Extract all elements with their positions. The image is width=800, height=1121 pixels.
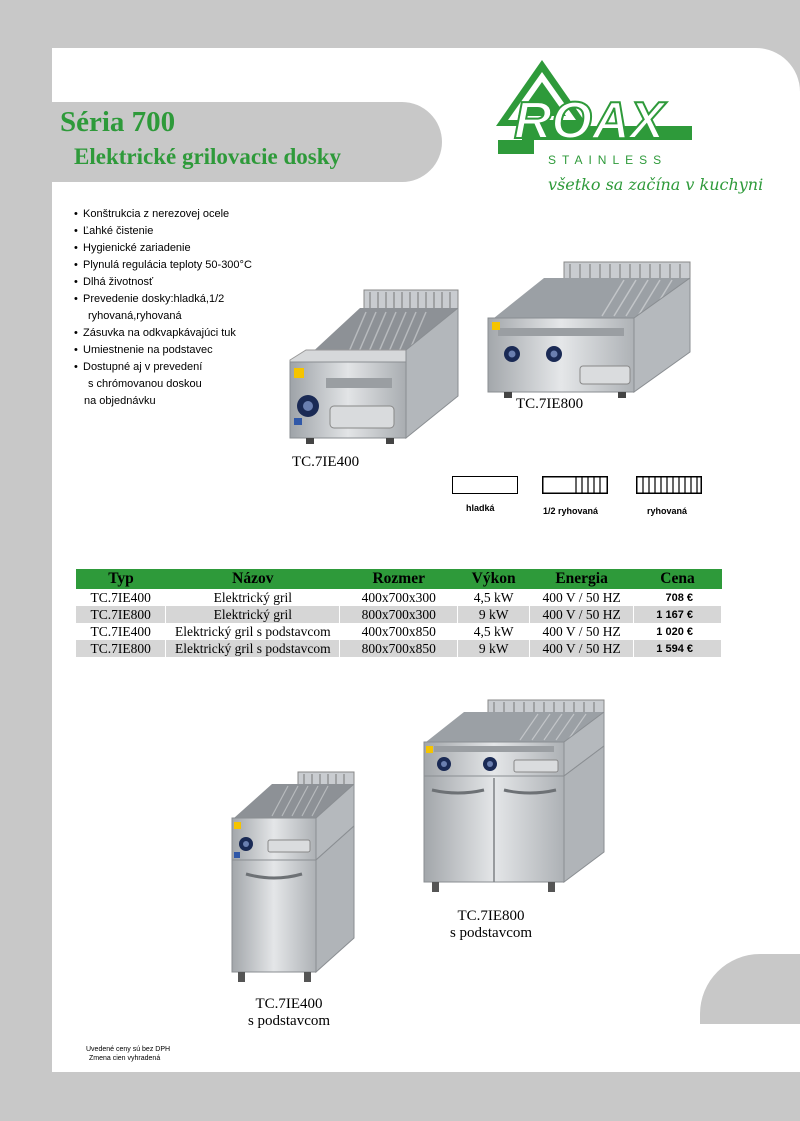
grill-800-stand-image	[418, 700, 608, 896]
series-subtitle: Elektrické grilovacie dosky	[74, 144, 342, 169]
cell-nazov: Elektrický gril	[166, 589, 340, 606]
cell-typ: TC.7IE400	[76, 623, 166, 640]
header-nazov: Názov	[166, 569, 340, 589]
logo-brand: ROAX	[514, 92, 665, 150]
cell-vykon: 4,5 kW	[458, 623, 530, 640]
feature-item: • Hygienické zariadenie	[74, 240, 252, 257]
table-row	[76, 606, 722, 623]
cell-energia: 400 V / 50 HZ	[530, 606, 634, 623]
header-typ: Typ	[76, 569, 166, 589]
cell-vykon: 9 kW	[458, 606, 530, 623]
swatch-label: ryhovaná	[647, 506, 688, 516]
roax-logo	[496, 60, 764, 200]
cell-nazov: Elektrický gril s podstavcom	[166, 640, 340, 657]
cell-cena: 1 167 €	[634, 606, 722, 623]
feature-item: • Dostupné aj v prevedení	[74, 359, 252, 376]
logo-sub: STAINLESS	[548, 153, 668, 167]
cell-cena: 1 020 €	[634, 623, 722, 640]
cell-cena: 708 €	[634, 589, 722, 606]
corner-curve	[700, 954, 800, 1024]
feature-cont: ryhovaná,ryhovaná	[88, 310, 182, 322]
price-table	[76, 569, 722, 657]
cell-typ: TC.7IE400	[76, 589, 166, 606]
swatch-smooth	[452, 476, 518, 494]
cell-rozmer: 400x700x850	[340, 623, 458, 640]
cell-vykon: 4,5 kW	[458, 589, 530, 606]
grill-800-image	[484, 262, 694, 402]
table-row	[76, 640, 722, 657]
cell-rozmer: 400x700x300	[340, 589, 458, 606]
swatch-label: 1/2 ryhovaná	[543, 506, 599, 516]
caption-model: TC.7IE800	[457, 908, 525, 924]
features-list	[74, 206, 252, 410]
table-row	[76, 589, 722, 606]
caption-tc800: TC.7IE800	[516, 396, 584, 412]
logo-slogan: všetko sa začína v kuchyni	[548, 175, 764, 194]
header-cena: Cena	[634, 569, 722, 589]
cell-nazov: Elektrický gril s podstavcom	[166, 623, 340, 640]
caption-tc400: TC.7IE400	[292, 454, 360, 470]
header-energia: Energia	[530, 569, 634, 589]
caption-suffix: s podstavcom	[449, 925, 533, 941]
feature-item: • Umiestnenie na podstavec	[74, 342, 252, 359]
cell-cena: 1 594 €	[634, 640, 722, 657]
caption-model: TC.7IE400	[255, 996, 323, 1012]
feature-item: • Ľahké čistenie	[74, 223, 252, 240]
header-vykon: Výkon	[458, 569, 530, 589]
feature-item: • Prevedenie dosky:hladká,1/2	[74, 291, 252, 308]
table-row	[76, 623, 722, 640]
price-note	[86, 1045, 170, 1063]
note-line: Uvedené ceny sú bez DPH	[86, 1046, 171, 1053]
feature-cont: na objednávku	[84, 395, 156, 407]
cell-rozmer: 800x700x850	[340, 640, 458, 657]
feature-cont: s chrómovanou doskou	[88, 378, 202, 390]
swatch-label: hladká	[466, 503, 495, 513]
table-header-row	[76, 569, 722, 589]
cell-typ: TC.7IE800	[76, 606, 166, 623]
feature-item: • Plynulá regulácia teploty 50-300°C	[74, 257, 252, 274]
cell-energia: 400 V / 50 HZ	[530, 589, 634, 606]
caption-suffix: s podstavcom	[247, 1013, 331, 1029]
header-rozmer: Rozmer	[340, 569, 458, 589]
feature-item: • Dlhá životnosť	[74, 274, 252, 291]
cell-energia: 400 V / 50 HZ	[530, 640, 634, 657]
swatch-half-grooved	[542, 476, 608, 494]
feature-item: • Konštrukcia z nerezovej ocele	[74, 206, 252, 223]
series-title: Séria 700	[60, 106, 176, 138]
cell-energia: 400 V / 50 HZ	[530, 623, 634, 640]
cell-typ: TC.7IE800	[76, 640, 166, 657]
cell-rozmer: 800x700x300	[340, 606, 458, 623]
grill-400-stand-image	[228, 772, 358, 984]
caption-tc800-stand	[436, 908, 546, 942]
cell-nazov: Elektrický gril	[166, 606, 340, 623]
grill-400-image	[286, 290, 462, 446]
caption-tc400-stand	[236, 996, 342, 1030]
cell-vykon: 9 kW	[458, 640, 530, 657]
page-sheet	[52, 48, 800, 1072]
feature-item: • Zásuvka na odkvapkávajúci tuk	[74, 325, 252, 342]
note-line: Zmena cien vyhradená	[89, 1055, 161, 1062]
swatch-grooved	[636, 476, 702, 494]
